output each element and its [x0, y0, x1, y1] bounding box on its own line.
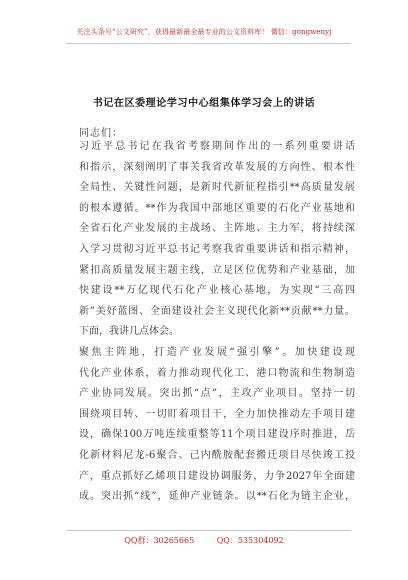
text-line: 和指示，深刻阐明了事关我省改革发展的方向性、根本性: [79, 161, 355, 173]
document-title: 书记在区委理论学习中心组集体学习会上的讲话: [92, 98, 316, 109]
text-line: 快建设**万亿现代石化产业核心基地，为实现“三高四: [79, 285, 355, 297]
text-line: 产，重点抓好乙烯项目建设协调服务，力争2027年全面建: [79, 470, 355, 482]
footer-contact: [0, 535, 408, 546]
text-line: 习近平总书记在我省考察期间作出的一系列重要讲话: [79, 141, 355, 152]
text-line: 代化产业体系，着力推动现代化工、港口物流和生物制造: [79, 367, 355, 379]
text-line: 产业协同发展。突出抓“点”，主攻产业项目。坚持一切: [79, 388, 355, 400]
text-line: 全省石化产业发展的主战场、主阵地、主力军，将持续深: [79, 223, 355, 235]
salutation: 同志们：: [79, 128, 123, 139]
text-line: 围绕项目转、一切盯着项目干，全力加快推动左手项目建: [79, 408, 355, 420]
text-line: 聚焦主阵地，打造产业发展“强引擎”。加快建设现: [79, 347, 355, 358]
header-divider: [66, 43, 351, 44]
paragraph-2: [79, 343, 355, 508]
text-line: 全局性、关键性问题，是新时代新征程指引**高质量发展: [79, 182, 355, 194]
qq-number: QQ：535304092: [216, 536, 284, 545]
text-line: 新”美好蓝图、全面建设社会主义现代化新**贡献**力量。: [79, 305, 355, 317]
text-line: 化新材料尼龙-6聚合、己内酰胺配套搬迁项目尽快竣工投: [79, 449, 355, 461]
text-line: 入学习贯彻习近平总书记考察我省重要讲话和指示精神，: [79, 243, 355, 255]
text-line: 成。突出抓“线”，延伸产业链条。以**石化为链主企业，: [79, 491, 355, 503]
text-line: 紧扣高质量发展主题主线，立足区位优势和产业基础，加: [79, 264, 355, 276]
paragraph-1: [79, 137, 355, 343]
text-line: 的根本遵循。**作为我国中部地区重要的石化产业基地和: [79, 202, 355, 214]
promo-banner: 关注头条号“公文研究”，获得最新最全最专业的公文资料库！ 微信：gongwenyj: [76, 28, 332, 36]
text-line: 设，确保100万吨连续重整等11个项目建设序时推进，岳: [79, 429, 355, 441]
footer-divider: [66, 530, 351, 531]
text-line: 下面，我讲几点体会。: [79, 326, 179, 338]
qq-group-number: QQ群：30265665: [124, 536, 195, 545]
